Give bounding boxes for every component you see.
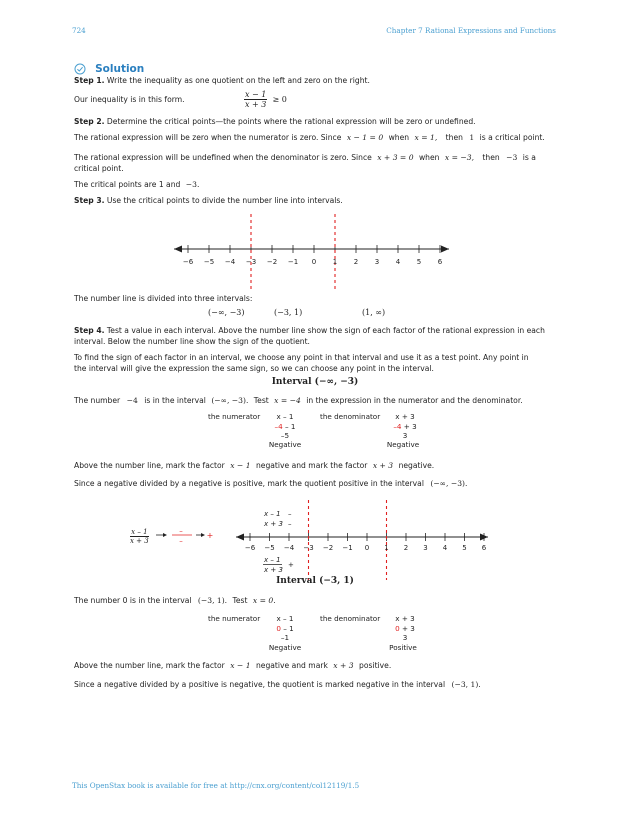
i2-mark-line [74,661,391,671]
solution-header [74,58,144,77]
tick-label: −6 [244,544,256,552]
i1-mark-f1: x − 1 [230,461,251,470]
i1-mark-a: Above the number line, mark the factor [74,461,225,470]
inequality-numerator: x − 1 [245,90,267,99]
i2-since-int: (−3, 1). [451,680,481,689]
undef-text: The rational expression will be undefined when the denominator is zero. Since [74,153,372,162]
i2-text-b: Test [232,596,248,605]
step3-label: Step 3. [74,196,105,205]
undef-end: is a [522,153,536,162]
tick-label: 1 [332,258,338,266]
i1-text-b: is in the interval [144,396,206,405]
i1-mark-line [74,461,434,471]
solution-heading: Solution [95,62,145,75]
legend-fraction [130,526,149,545]
quotient-denominator: x + 3 [264,566,283,574]
i2-since-a: Since a negative divided by a positive is negative, the quotient is marked negative in the interval [74,680,446,689]
page-number: 724 [72,26,86,35]
tick-label: −5 [264,544,275,552]
tick-label: −4 [283,544,295,552]
zero-text: The rational expression will be zero when the numerator is zero. Since [74,133,342,142]
i2-den-result: 3 [402,633,408,642]
i1-since-line [74,479,467,489]
tick-label: 2 [353,258,359,266]
left-arrow [236,534,244,541]
i2-denominator-col [390,614,420,643]
interval-3: (1, ∞) [362,308,386,317]
i2-den-sign: Positive [389,643,417,652]
find-text2: the interval will give the expression the same sign, so we can choose any point in the interval. [74,364,434,373]
inequality-relation: ≥ 0 [272,95,287,104]
undef-then: then [482,153,500,162]
factor1-sign: – [288,510,292,518]
i2-num-expr: x – 1 [276,614,294,623]
legend-arrows [150,526,220,546]
inequality-fraction [244,90,267,109]
i2-den-expr: x + 3 [395,614,415,623]
tick-label: −5 [203,258,215,266]
inequality-form [244,89,287,109]
tick-label: 2 [403,544,409,552]
undef-end-line: critical point. [74,164,124,173]
zero-when: when [388,133,410,142]
tick-label: 4 [442,544,448,552]
i1-num-sub-val: –4 [274,421,283,431]
interval-1: (−∞, −3) [208,308,245,317]
quotient-sign: + [288,561,294,569]
i1-number: −4 [126,396,138,405]
inequality-denominator: x + 3 [245,100,267,109]
i1-test: x = −4 [274,396,301,405]
i2-den-sub-rest: + 3 [399,623,415,633]
tick-label: −2 [266,258,278,266]
legend-plus: + [206,531,214,540]
step3-text: Use the critical points to divide the number line into intervals. [106,196,343,205]
interval1-heading: Interval (−∞, −3) [271,377,359,387]
i1-mark-f2: x + 3 [372,461,394,470]
i2-mark-f2: x + 3 [333,661,354,670]
interval1-line [74,396,523,406]
i2-num-sub [270,624,300,634]
zero-x: x = 1, [414,133,438,142]
critical-value: −3. [185,180,200,189]
i2-den-sub [390,624,420,634]
check-circle-icon [74,63,86,75]
right-arrow [441,246,449,253]
tick-label: 0 [311,258,317,266]
i1-since-a: Since a negative divided by a negative is positive, mark the quotient positive in the interval [74,479,424,488]
i1-mark-b: negative and mark the factor [255,461,368,470]
left-arrow [174,246,182,253]
i1-den-expr: x + 3 [395,412,415,421]
chapter-title: Chapter 7 Rational Expressions and Functions [386,26,556,35]
step4-text2: interval. Below the number line show the sign of the quotient. [74,337,310,346]
i2-interval: (−3, 1). [197,596,228,605]
i2-num-sign: Negative [268,643,302,652]
legend-den: x + 3 [130,537,149,545]
interval2-heading: Interval (−3, 1) [276,576,354,586]
i2-denominator-label: the denominator [320,614,381,623]
undef-value: −3 [506,153,518,162]
i1-num-sub [270,422,300,432]
legend-num: x – 1 [131,528,148,536]
divided-text: The number line is divided into three intervals: [74,294,253,303]
tick-label: −4 [224,258,236,266]
i2-numerator-col [270,614,300,643]
i1-interval: (−∞, −3). [211,396,249,405]
i2-since-line [74,680,481,690]
step1-paragraph [74,76,370,86]
step2-paragraph [74,117,476,127]
i1-denominator-col [390,412,420,441]
step2-label: Step 2. [74,117,105,126]
i1-text-d: in the expression in the numerator and the denominator. [306,396,523,405]
zero-end: is a critical point. [479,133,545,142]
tick-label: 4 [395,258,401,266]
step1-label: Step 1. [74,76,105,85]
i1-num-sub-rest: – 1 [282,421,296,431]
zero-equation: x − 1 = 0 [346,133,384,142]
i1-den-sub-val: –4 [393,421,402,431]
zero-paragraph [74,133,545,143]
find-text1: To find the sign of each factor in an interval, we choose any point in that interval and use it as a test point. Any point in [74,353,529,362]
i1-den-result: 3 [402,431,408,440]
legend-frac [130,528,149,545]
step1-form-text: Our inequality is in this form. [74,95,185,104]
tick-label: −6 [182,258,194,266]
tick-label: 6 [481,544,487,552]
step3-paragraph [74,196,343,206]
tick-label: 3 [423,544,428,552]
tick-label: 0 [364,544,370,552]
tick-label: 6 [437,258,443,266]
step4-text1: Test a value in each interval. Above the number line show the sign of each factor of the rational expression in each [106,326,545,335]
number-line-1 [160,212,460,292]
legend-minus: – [179,527,183,535]
zero-then: then [445,133,463,142]
tick-label: −3 [303,544,314,552]
step2-text: Determine the critical points—the points where the rational expression will be zero or undefined. [106,117,476,126]
tick-label: −1 [342,544,353,552]
i1-num-sign: Negative [268,440,302,449]
critical-text: The critical points are 1 and [74,180,181,189]
i2-numerator-label: the numerator [208,614,261,623]
i1-numerator-col [270,412,300,441]
step1-text: Write the inequality as one quotient on the left and zero on the right. [106,76,370,85]
undef-equation: x + 3 = 0 [377,153,414,162]
number-line-2 [226,500,496,582]
factor1-label: x – 1 [264,510,281,518]
i2-den-sub-val: 0 [395,623,400,633]
i1-numerator-label: the numerator [208,412,261,421]
i2-test: x = 0. [252,596,276,605]
tick-label: 3 [374,258,380,266]
zero-value: 1 [469,133,475,142]
i2-mark-a: Above the number line, mark the factor [74,661,225,670]
i2-num-sub-val: 0 [276,623,281,633]
interval2-line [74,596,276,606]
i2-mark-f1: x − 1 [230,661,251,670]
i1-mark-c: negative. [398,461,435,470]
critical-points-line [74,180,199,190]
legend-minus-2: – [179,537,183,545]
i2-mark-c: positive. [359,661,392,670]
step4-paragraph [74,326,545,336]
quotient-numerator: x – 1 [264,556,281,564]
tick-label: 5 [416,258,422,266]
i2-text-a: The number 0 is in the interval [74,596,192,605]
i1-text-a: The number [74,396,121,405]
undef-x: x = −3, [444,153,474,162]
i1-den-sub [390,422,420,432]
i2-mark-b: negative and mark [255,661,328,670]
tick-label: −3 [245,258,257,266]
tick-label: −2 [322,544,334,552]
i2-num-sub-rest: – 1 [280,623,294,633]
footer-text: This OpenStax book is available for free at http://cnx.org/content/col12119/1.5 [72,781,360,790]
i1-den-sub-rest: + 3 [401,421,417,431]
i2-num-result: –1 [280,633,290,642]
factor2-label: x + 3 [264,520,283,528]
undef-when: when [418,153,440,162]
undef-paragraph [74,153,536,163]
i1-den-sign: Negative [386,440,420,449]
interval-2: (−3, 1) [274,308,303,317]
i1-since-int: (−∞, −3). [430,479,468,488]
tick-label: −1 [287,258,299,266]
step4-label: Step 4. [74,326,105,335]
i1-text-c: Test [253,396,269,405]
i1-denominator-label: the denominator [320,412,381,421]
tick-label: 1 [384,544,389,552]
factor2-sign: – [288,520,292,528]
i1-num-result: –5 [280,431,290,440]
tick-label: 5 [462,544,467,552]
i1-num-expr: x – 1 [276,412,294,421]
